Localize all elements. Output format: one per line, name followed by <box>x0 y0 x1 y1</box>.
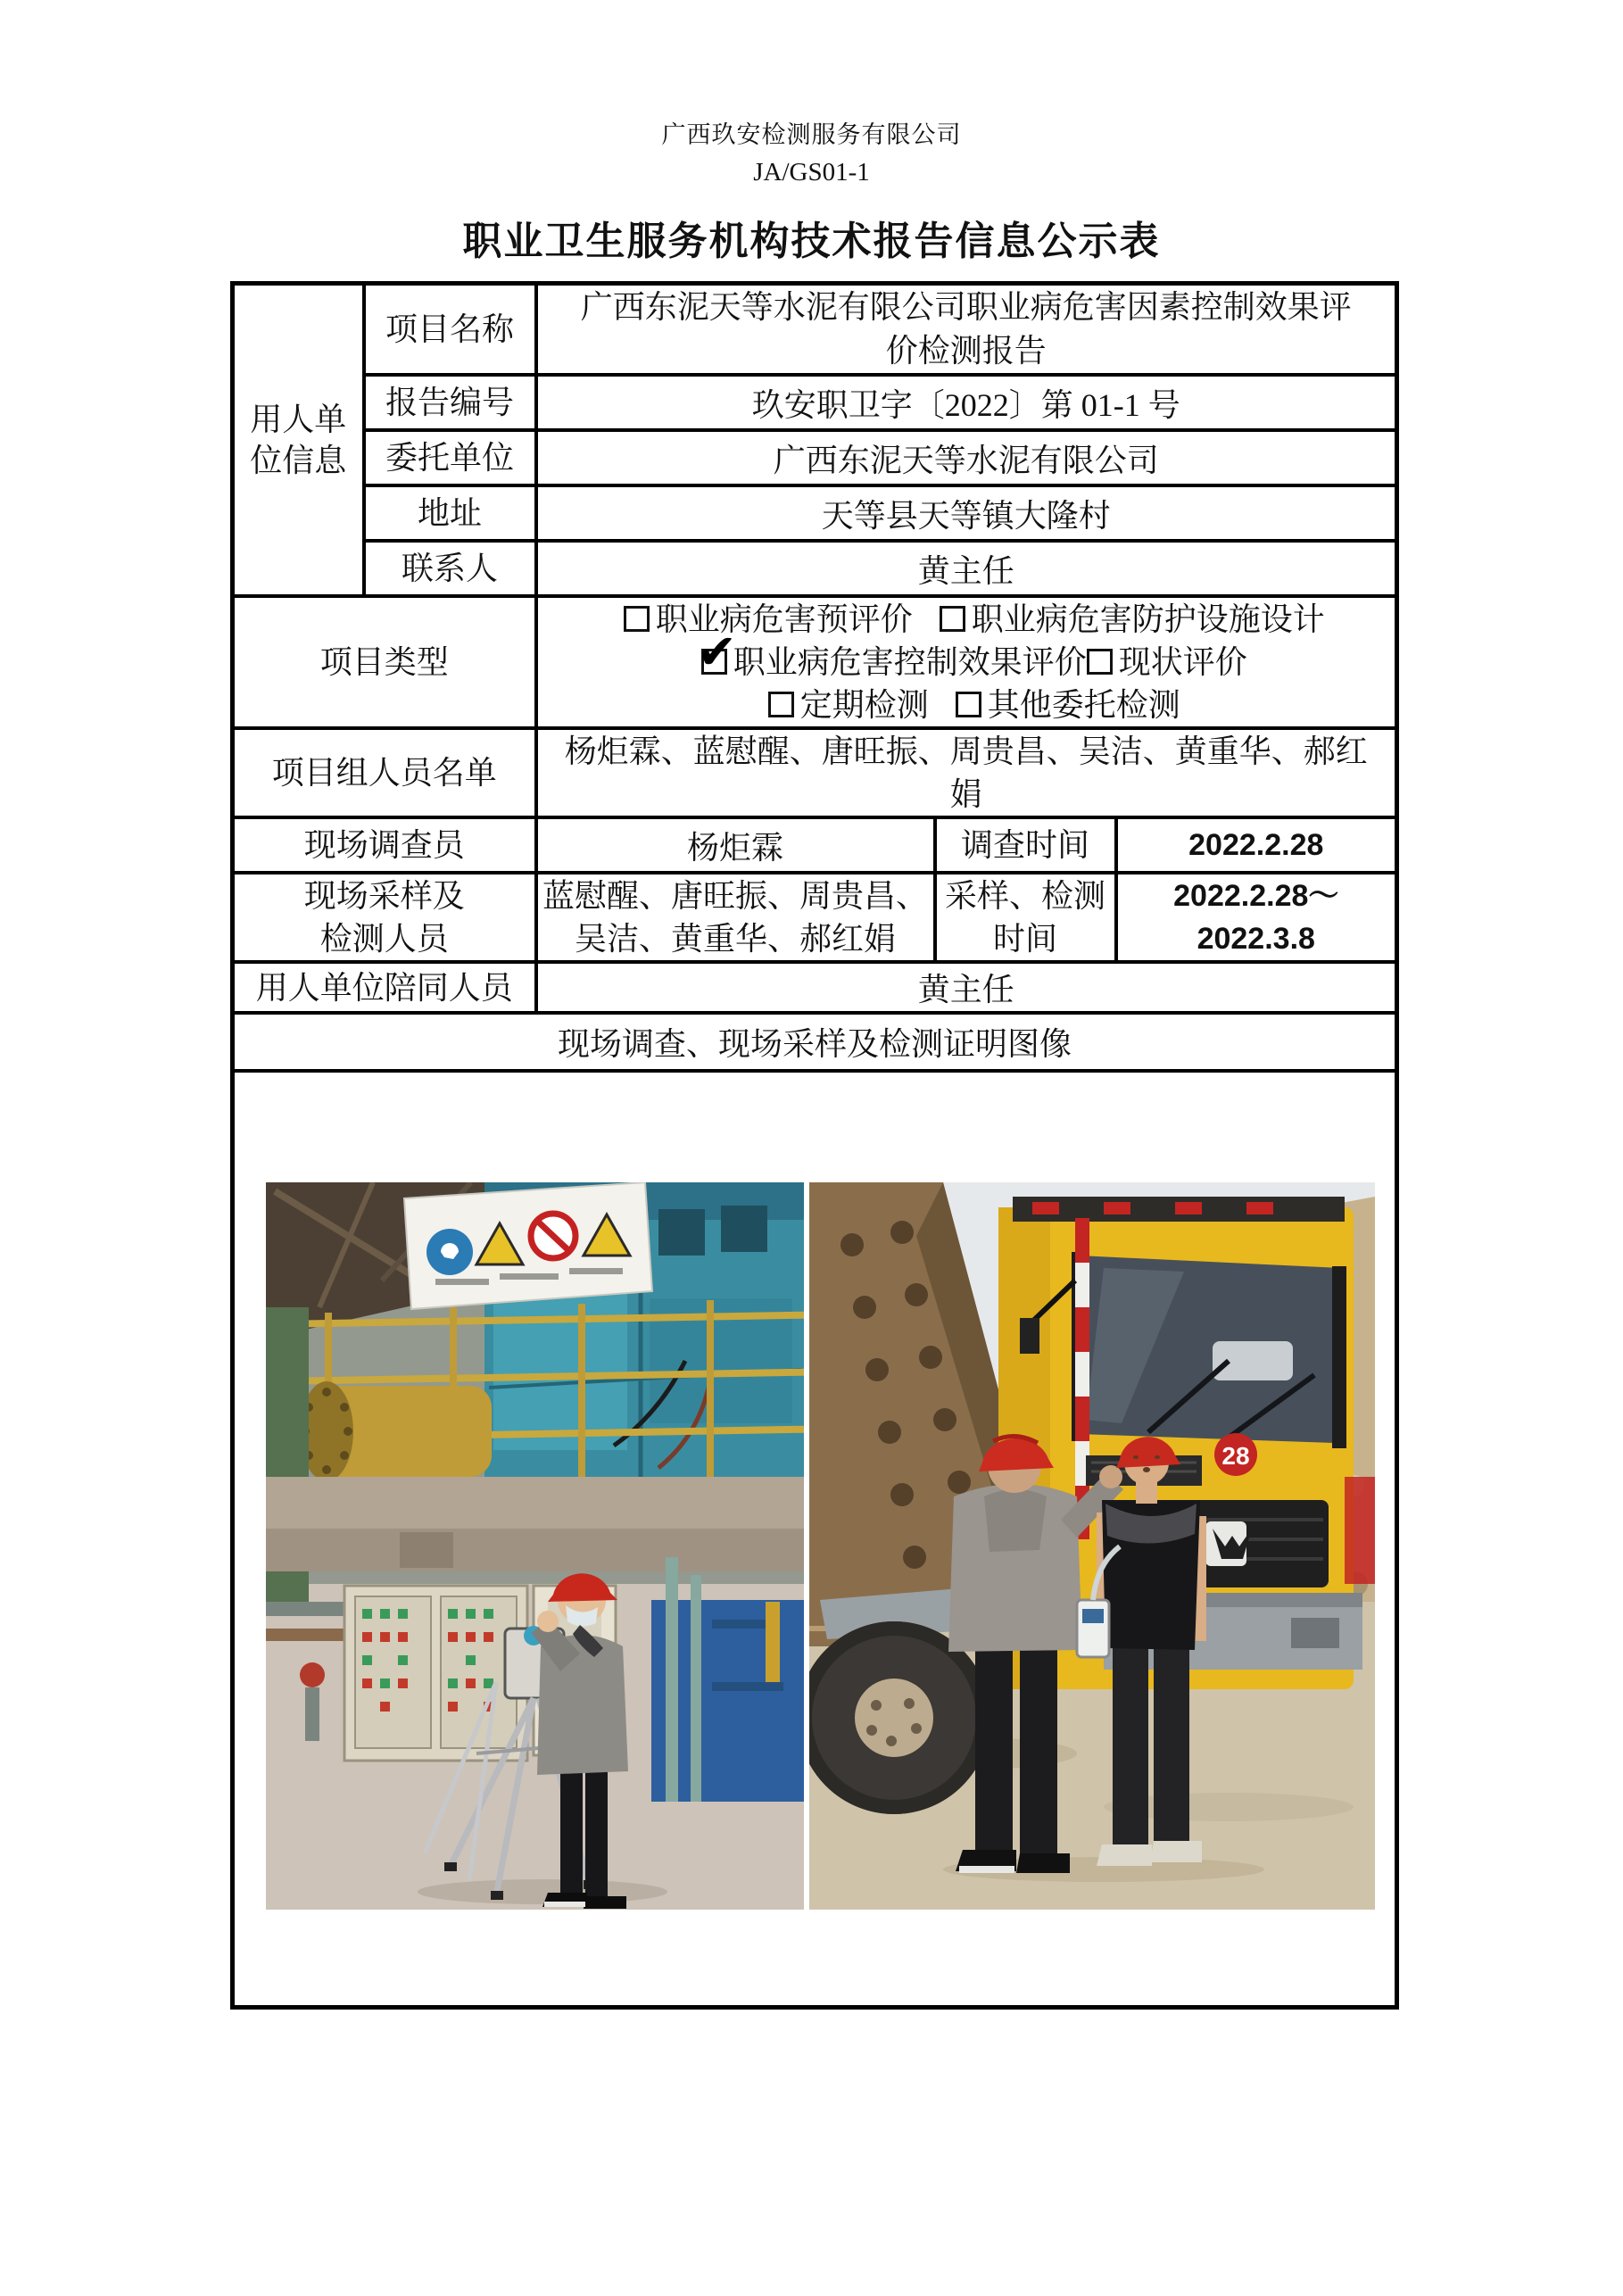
checkbox-icon <box>696 624 737 680</box>
checkbox-label: 职业病危害预评价 <box>655 601 913 637</box>
concrete-platform <box>266 1477 804 1571</box>
label-escort: 用人单位陪同人员 <box>233 962 536 1013</box>
row-contact <box>233 541 1397 596</box>
page-title: 职业卫生服务机构技术报告信息公示表 <box>462 220 1161 263</box>
label-team: 项目组人员名单 <box>233 728 536 817</box>
value-sampling-time: 2022.2.28～2022.3.8 <box>1116 873 1397 962</box>
checkbox-option-periodic-testing <box>768 687 929 723</box>
value-samplers: 蓝慰醒、唐旺振、周贵昌、吴洁、黄重华、郝红娟 <box>536 873 935 962</box>
label-sampling-time: 采样、检测时间 <box>935 873 1116 962</box>
check-mark-icon: ✔ <box>696 624 737 680</box>
checkbox-option-other-commissioned <box>956 687 1180 723</box>
checkbox-option-status-evaluation <box>1087 644 1247 680</box>
row-photos <box>233 1071 1397 2007</box>
project-type-options <box>536 596 1397 728</box>
value-project-name: 广西东泥天等水泥有限公司职业病危害因素控制效果评价检测报告 <box>536 284 1397 376</box>
project-type-line-2 <box>554 624 1395 684</box>
value-survey-time: 2022.2.28 <box>1116 817 1397 873</box>
value-team: 杨炬霖、蓝慰醒、唐旺振、周贵昌、吴洁、黄重华、郝红娟 <box>536 728 1397 817</box>
label-samplers: 现场采样及检测人员 <box>233 873 536 962</box>
label-contact: 联系人 <box>364 541 536 596</box>
checkbox-icon <box>624 606 650 632</box>
value-surveyor: 杨炬霖 <box>536 817 935 873</box>
header-doc-code: JA/GS01-1 <box>753 158 870 186</box>
label-project-name: 项目名称 <box>364 284 536 376</box>
checkbox-label: 职业病危害控制效果评价 <box>733 644 1087 680</box>
label-project-type: 项目类型 <box>233 596 536 728</box>
label-address: 地址 <box>364 485 536 541</box>
row-samplers <box>233 873 1397 962</box>
photos-header: 现场调查、现场采样及检测证明图像 <box>233 1013 1397 1071</box>
label-surveyor: 现场调查员 <box>233 817 536 873</box>
floor-shadow <box>418 1879 667 1904</box>
truck-number: 28 <box>1221 1441 1250 1470</box>
value-client: 广西东泥天等水泥有限公司 <box>536 430 1397 485</box>
project-type-line-3 <box>554 684 1395 726</box>
checkbox-icon <box>940 606 965 632</box>
ball-mill <box>300 1381 492 1481</box>
site-photo-indoor-sampling <box>266 1182 804 1910</box>
row-client <box>233 430 1397 485</box>
label-employer-info: 用人单位信息 <box>233 284 364 597</box>
checkbox-option-pre-evaluation <box>624 601 913 637</box>
truck-number-badge <box>1214 1433 1257 1476</box>
checkbox-label: 其他委托检测 <box>987 687 1180 723</box>
row-project-name <box>233 284 1397 376</box>
checkbox-icon <box>956 692 981 717</box>
report-table <box>230 281 1399 2010</box>
checkbox-label: 职业病危害防护设施设计 <box>971 601 1325 637</box>
checkbox-label: 现状评价 <box>1118 644 1247 680</box>
checkbox-option-control-effect <box>696 624 1087 680</box>
checkbox-icon <box>1087 649 1113 675</box>
label-client: 委托单位 <box>364 430 536 485</box>
row-team <box>233 728 1397 817</box>
value-address: 天等县天等镇大隆村 <box>536 485 1397 541</box>
site-photo-outdoor-truck <box>809 1182 1375 1910</box>
value-report-no: 玖安职卫字〔2022〕第 01-1 号 <box>536 375 1397 430</box>
row-photos-header <box>233 1013 1397 1071</box>
value-escort: 黄主任 <box>536 962 1397 1013</box>
value-contact: 黄主任 <box>536 541 1397 596</box>
row-surveyor <box>233 817 1397 873</box>
page-header <box>0 116 1623 191</box>
checkbox-label: 定期检测 <box>799 687 929 723</box>
row-escort <box>233 962 1397 1013</box>
label-report-no: 报告编号 <box>364 375 536 430</box>
checkbox-option-protective-design <box>940 601 1325 637</box>
header-company: 广西玖安检测服务有限公司 <box>661 121 962 148</box>
row-report-no <box>233 375 1397 430</box>
project-type-line-1 <box>554 598 1395 641</box>
row-project-type <box>233 596 1397 728</box>
striped-pole <box>1075 1218 1089 1539</box>
row-address <box>233 485 1397 541</box>
safety-sign <box>404 1182 652 1309</box>
label-survey-time: 调查时间 <box>935 817 1116 873</box>
checkbox-icon <box>768 692 794 717</box>
photos-cell <box>233 1071 1397 2007</box>
